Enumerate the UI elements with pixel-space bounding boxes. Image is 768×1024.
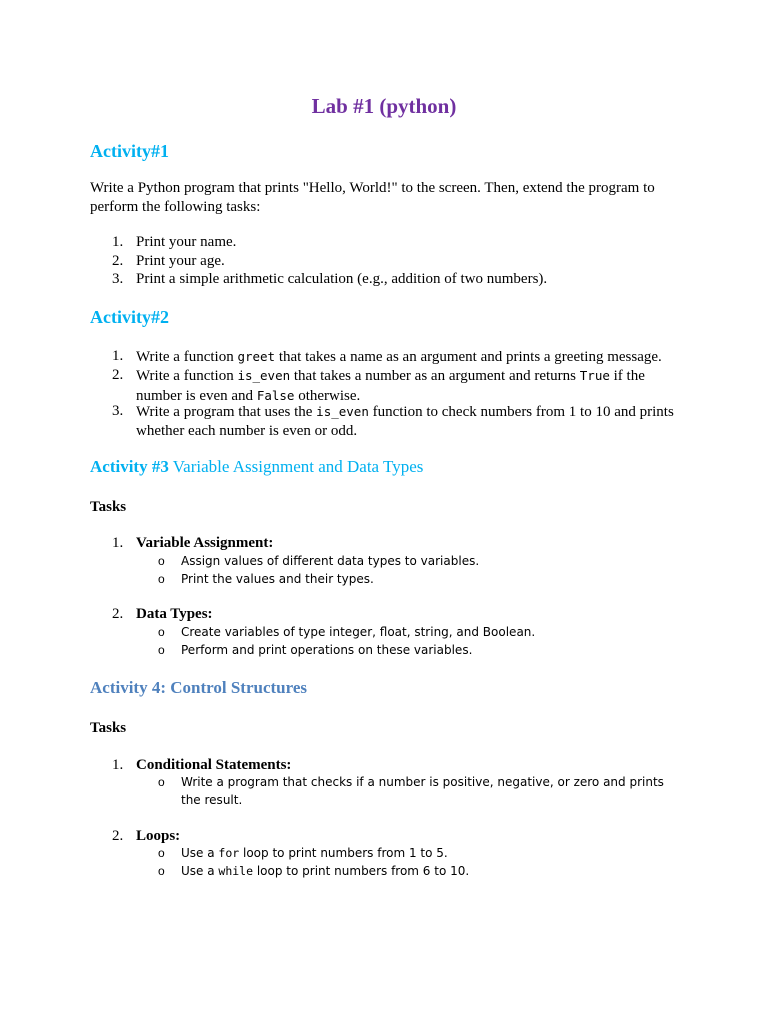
bullet-marker: o — [158, 864, 165, 878]
bullet-marker: o — [158, 554, 165, 568]
list-number: 1. — [112, 535, 124, 551]
section-label: Loops: — [136, 828, 181, 844]
bullet-marker: o — [158, 846, 165, 860]
tasks-label: Tasks — [90, 720, 127, 736]
activity3-heading: Activity #3 Variable Assignment and Data Types — [90, 457, 424, 476]
list-item: Print your age. — [136, 253, 225, 269]
activity2-heading: Activity#2 — [90, 307, 169, 327]
list-item: Write a function greet that takes a name as an argument and prints a greeting message. — [136, 349, 662, 365]
list-number: 3. — [112, 271, 124, 287]
code-is-even: is_even — [237, 368, 291, 383]
sub-item: Perform and print operations on these variables. — [181, 643, 473, 657]
section-label: Variable Assignment: — [136, 535, 274, 551]
section-label: Conditional Statements: — [136, 757, 292, 773]
list-number: 2. — [112, 828, 124, 844]
code-greet: greet — [237, 349, 276, 364]
bullet-marker: o — [158, 775, 165, 789]
activity1-intro: Write a Python program that prints "Hello, World!" to the screen. Then, extend the program to perform the following tasks: — [90, 180, 655, 215]
list-item: Write a program that uses the is_even function to check numbers from 1 to 10 and prints whether each number is even or odd. — [136, 404, 674, 439]
bullet-marker: o — [158, 625, 165, 639]
activity1-heading: Activity#1 — [90, 141, 169, 161]
list-number: 2. — [112, 253, 124, 269]
sub-item: Assign values of different data types to variables. — [181, 554, 480, 568]
bullet-marker: o — [158, 643, 165, 657]
code-is-even: is_even — [316, 404, 369, 419]
sub-item: Use a while loop to print numbers from 6 to 10. — [181, 864, 470, 878]
code-while: while — [218, 864, 254, 878]
sub-item: Create variables of type integer, float, string, and Boolean. — [181, 625, 536, 639]
activity4-heading: Activity 4: Control Structures — [90, 678, 308, 697]
list-number: 2. — [112, 606, 124, 622]
bullet-marker: o — [158, 572, 165, 586]
code-true: True — [579, 368, 610, 383]
list-number: 1. — [112, 348, 124, 364]
sub-item: Print the values and their types. — [181, 572, 374, 586]
tasks-label: Tasks — [90, 499, 127, 515]
sub-item: Write a program that checks if a number is positive, negative, or zero and prints the result. — [181, 775, 664, 807]
sub-item: Use a for loop to print numbers from 1 to 5. — [181, 846, 448, 860]
list-number: 2. — [112, 367, 124, 383]
list-number: 1. — [112, 757, 124, 773]
list-item: Write a function is_even that takes a number as an argument and returns True if the number is even and False otherwise. — [136, 368, 645, 404]
list-item: Print your name. — [136, 234, 237, 250]
list-item: Print a simple arithmetic calculation (e.g., addition of two numbers). — [136, 271, 548, 287]
list-number: 3. — [112, 403, 124, 419]
section-label: Data Types: — [136, 606, 213, 622]
code-false: False — [256, 388, 295, 403]
page-title: Lab #1 (python) — [311, 94, 457, 118]
code-for: for — [218, 846, 240, 860]
list-number: 1. — [112, 234, 124, 250]
